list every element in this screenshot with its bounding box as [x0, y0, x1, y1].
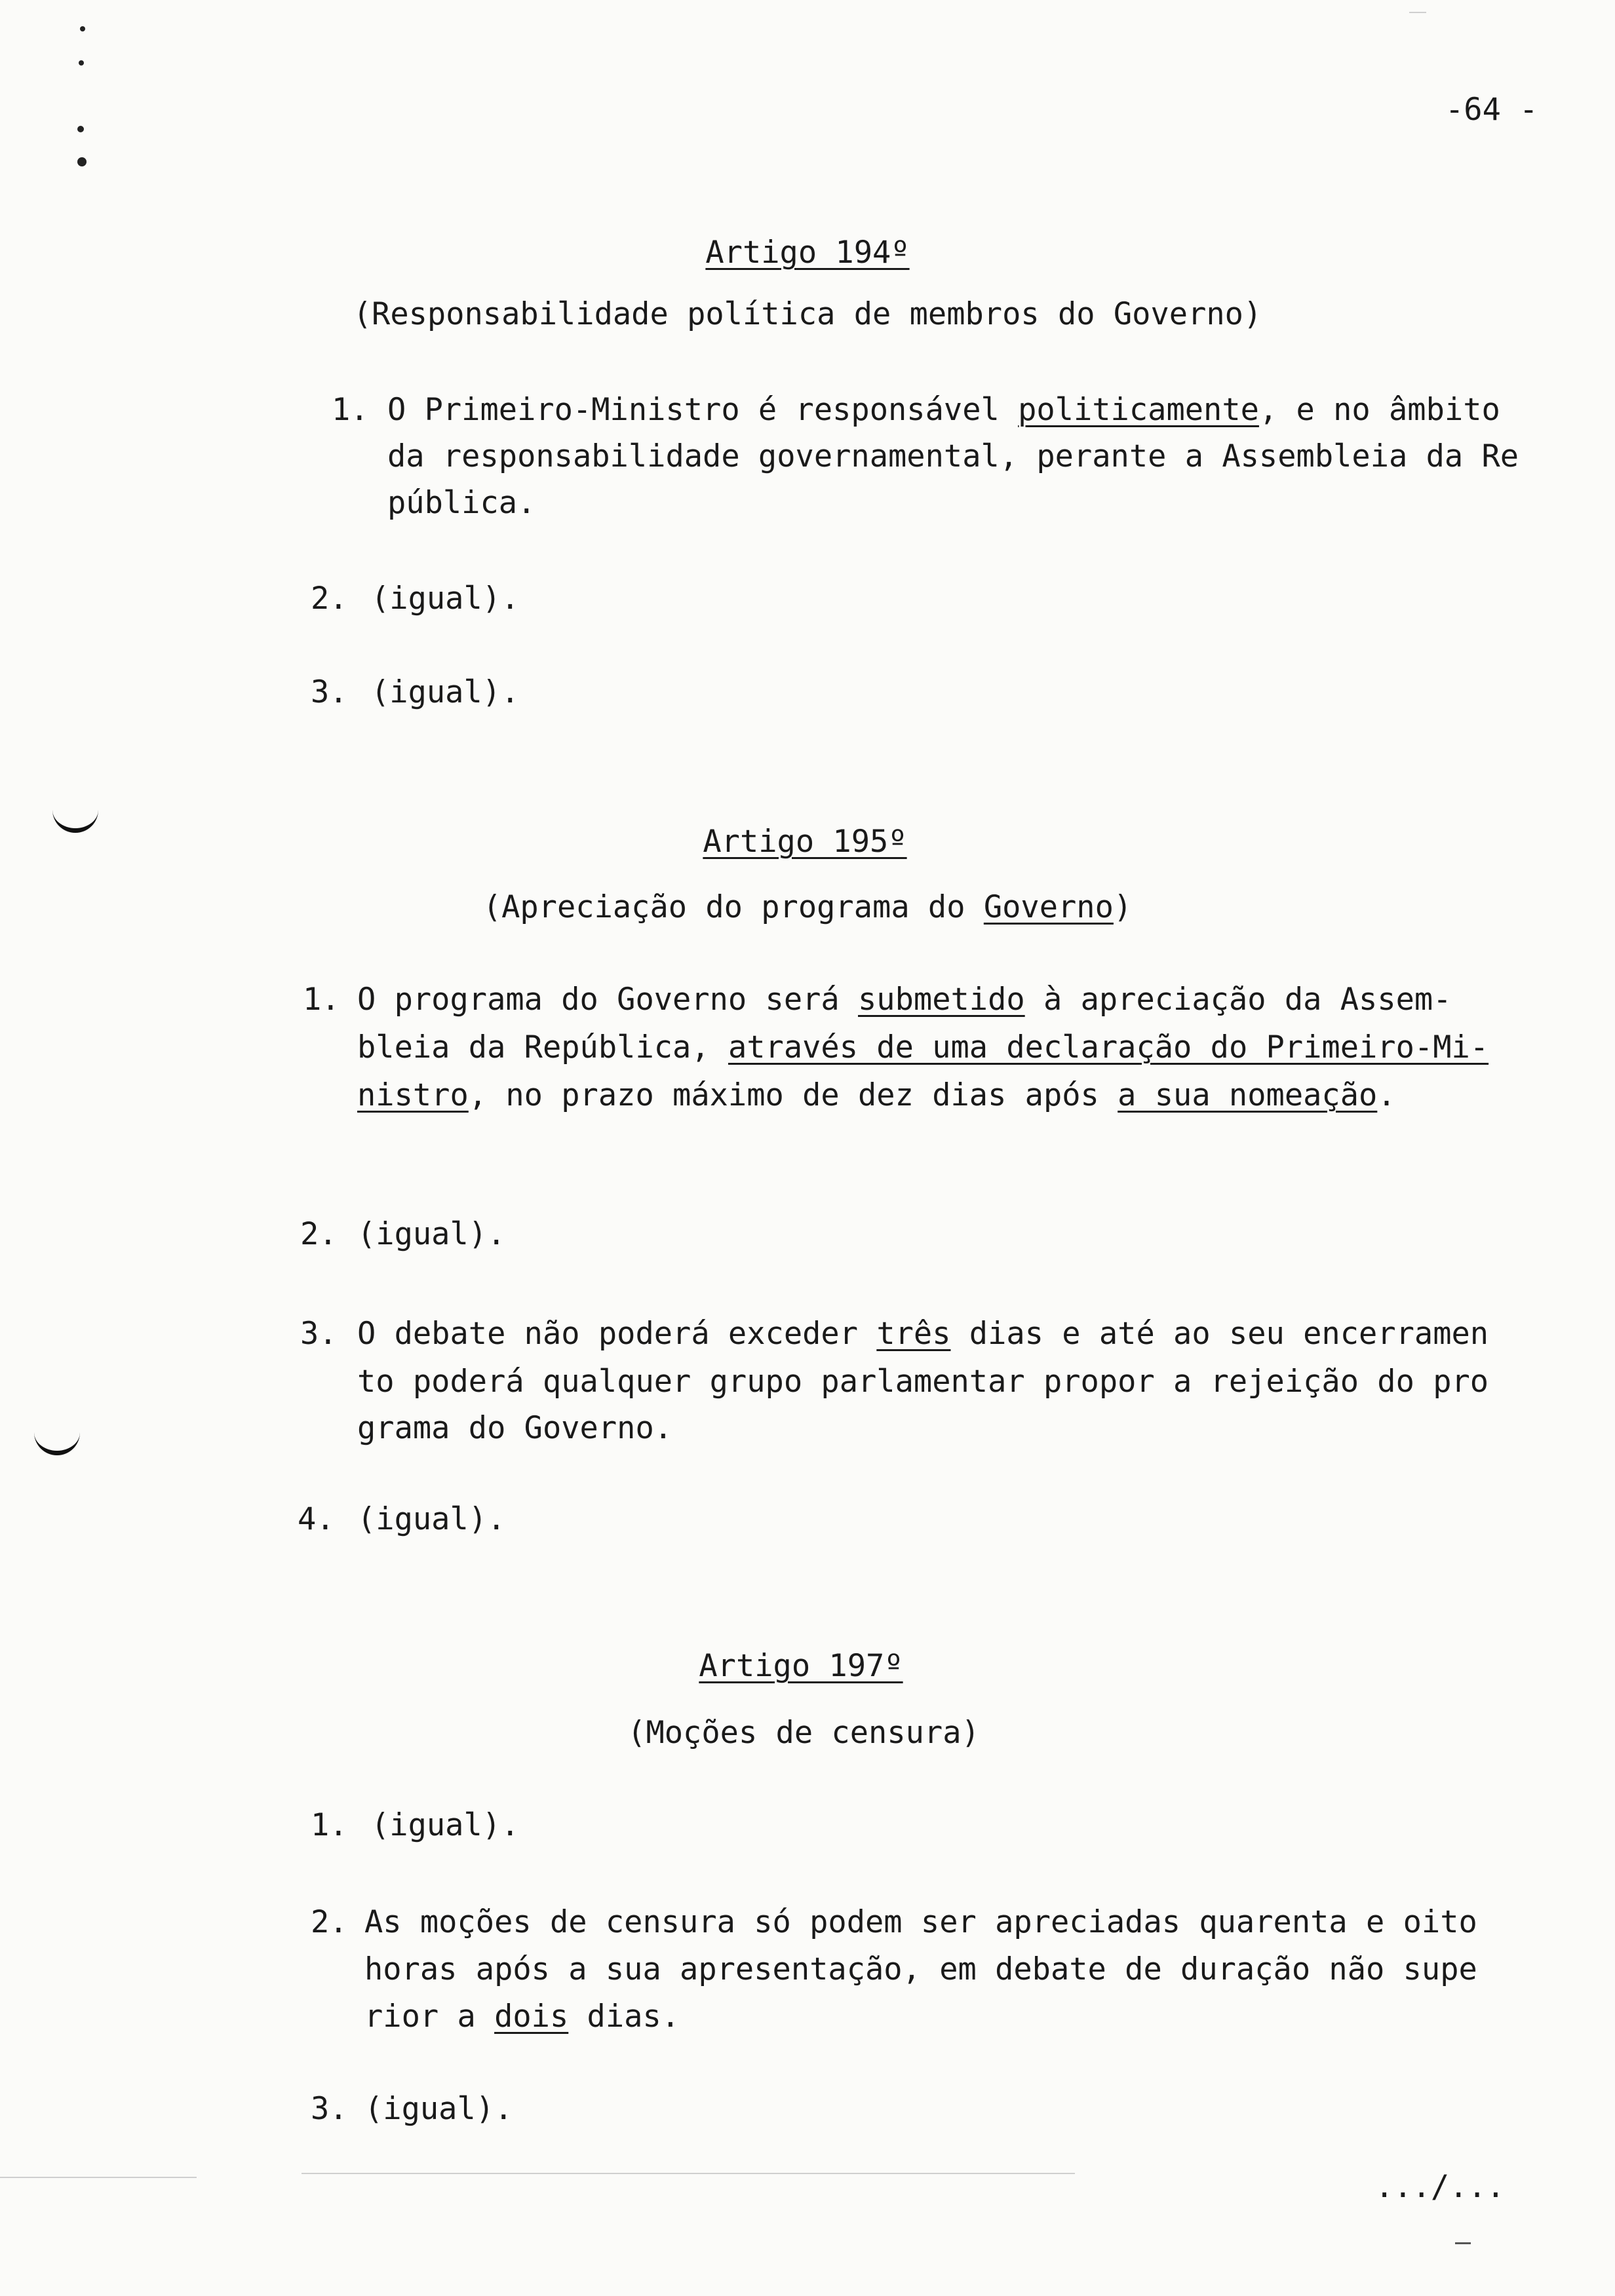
article-197-p2-number: 2.	[311, 1904, 348, 1940]
article-195-p1-line3: nistro, no prazo máximo de dez dias após a sua nomeação.	[357, 1077, 1396, 1113]
article-194-p2-number: 2.	[311, 581, 348, 617]
article-195-p2-number: 2.	[300, 1216, 338, 1252]
article-197-p1-number: 1.	[311, 1807, 348, 1843]
article-194-p2-text: (igual).	[371, 581, 520, 617]
scan-speck	[80, 26, 85, 31]
scan-speck	[79, 60, 84, 66]
article-195-p3-line3: grama do Governo.	[357, 1410, 673, 1446]
article-197-p3-number: 3.	[311, 2091, 348, 2127]
article-195-p1-number: 1.	[303, 982, 340, 1018]
article-195-p3-number: 3.	[300, 1316, 338, 1352]
article-197-title: Artigo 197º	[699, 1648, 903, 1684]
scan-speck	[1455, 2242, 1471, 2244]
article-195-p4-number: 4.	[298, 1501, 335, 1537]
binder-hole-mark	[77, 126, 84, 132]
article-197-subtitle: (Moções de censura)	[627, 1715, 980, 1751]
scan-edge-line	[302, 2173, 1075, 2174]
article-195-p1-line2: bleia da República, através de uma declaração do Primeiro-Mi-	[357, 1029, 1489, 1065]
article-195-title: Artigo 195º	[703, 824, 907, 860]
article-195-p4-text: (igual).	[357, 1501, 506, 1537]
article-195-p1-line1: O programa do Governo será submetido à apreciação da Assem-	[357, 982, 1452, 1018]
article-195-p3-line2: to poderá qualquer grupo parlamentar propor a rejeição do pro	[357, 1364, 1489, 1400]
article-194-title: Artigo 194º	[705, 235, 910, 271]
article-197-p2-line2: horas após a sua apresentação, em debate de duração não supe	[364, 1951, 1477, 1987]
article-197-p3-text: (igual).	[364, 2091, 513, 2127]
binder-hole-mark	[77, 157, 87, 166]
article-195-subtitle: (Apreciação do programa do Governo)	[482, 889, 1133, 925]
article-194-p1-line1: O Primeiro-Ministro é responsável politicamente, e no âmbito	[387, 392, 1500, 428]
article-194-p1-line3: pública.	[387, 485, 536, 521]
article-194-p1-line2: da responsabilidade governamental, perante a Assembleia da Re	[387, 438, 1519, 474]
article-197-p2-line1: As moções de censura só podem ser apreciadas quarenta e oito	[364, 1904, 1477, 1940]
article-194-p1-number: 1.	[332, 392, 369, 428]
article-194-p3-text: (igual).	[371, 674, 520, 710]
article-197-p2-line3: rior a dois dias.	[364, 1999, 680, 2035]
article-195-p2-text: (igual).	[357, 1216, 506, 1252]
article-194-p3-number: 3.	[311, 674, 348, 710]
article-194-subtitle: (Responsabilidade política de membros do Governo)	[353, 296, 1262, 332]
article-195-p3-line1: O debate não poderá exceder três dias e até ao seu encerramen	[357, 1316, 1489, 1352]
binder-clip-mark	[34, 1427, 80, 1455]
scan-speck	[1409, 12, 1426, 13]
continuation-marker: .../...	[1375, 2169, 1506, 2205]
article-197-p1-text: (igual).	[371, 1807, 520, 1843]
scan-edge-line	[0, 2177, 197, 2178]
page-number: -64 -	[1445, 92, 1538, 128]
